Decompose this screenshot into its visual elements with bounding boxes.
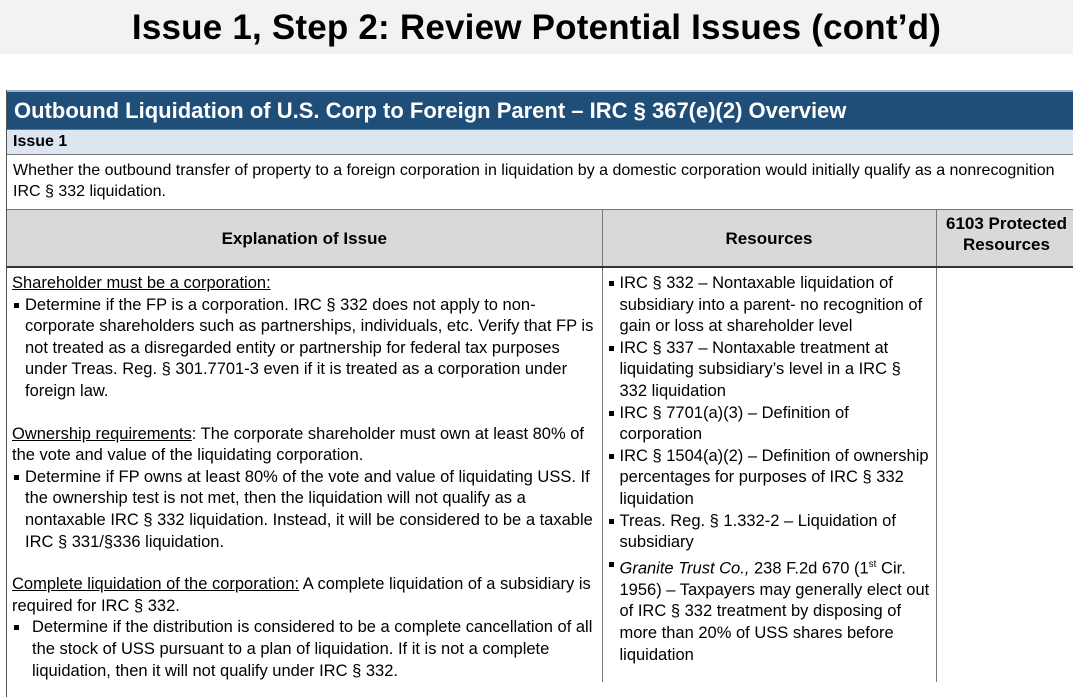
- ownership-paragraph: [12, 424, 598, 467]
- granite-case-name: Granite Trust Co.,: [619, 559, 750, 578]
- issue-label: Issue 1: [7, 129, 1073, 155]
- complete-bullet: Determine if the distribution is considered to be a complete cancellation of all the stock of USS pursuant to a plan of liquidation. If it is not a complete liquidation, then it will not qualify under IRC § 332.: [12, 617, 598, 682]
- banner-title: Outbound Liquidation of U.S. Corp to Foreign Parent – IRC § 367(e)(2) Overview: [7, 90, 1073, 129]
- complete-heading: Complete liquidation of the corporation:: [12, 575, 300, 594]
- ownership-heading: Ownership requirements: [12, 424, 192, 443]
- granite-citation: 238 F.2d 670 (1: [749, 559, 869, 578]
- issue-description: Whether the outbound transfer of property to a foreign corporation in liquidation by a domestic corporation would initially qualify as a nonrecognition IRC § 332 liquidation.: [7, 155, 1073, 210]
- granite-superscript: st: [868, 558, 877, 570]
- header-resources: Resources: [602, 210, 936, 267]
- resource-item: IRC § 332 – Nontaxable liquidation of subsidiary into a parent- no recognition of gain or loss at shareholder level: [608, 273, 932, 338]
- resource-item: IRC § 7701(a)(3) – Definition of corporation: [608, 403, 932, 446]
- ownership-bullet: Determine if FP owns at least 80% of the vote and value of liquidating USS. If the ownership test is not met, then the liquidation will not qualify as a nontaxable IRC § 332 liquidation. Instead, it will be considered to be a taxable IRC § 331/§336 liquidation.: [12, 467, 598, 553]
- ownership-text: : The corporate shareholder must own at least 80% of the vote and value of the liquidating corporation.: [12, 424, 584, 465]
- resources-cell: [602, 267, 936, 682]
- shareholder-bullet: Determine if the FP is a corporation. IRC § 332 does not apply to non-corporate shareholders such as partnerships, individuals, etc. Verify that FP is not treated as a disregarded entity or partnership for federal tax purposes under Treas. Reg. § 301.7701-3 even if it is treated as a corporation under foreign law.: [12, 295, 598, 403]
- header-protected-resources: 6103 Protected Resources: [936, 210, 1073, 267]
- resource-item-granite: [608, 554, 932, 666]
- granite-rest: Cir. 1956) – Taxpayers may generally elect out of IRC § 332 treatment by disposing of more than 20% of USS shares before liquidation: [619, 559, 930, 664]
- resource-item: IRC § 1504(a)(2) – Definition of ownership percentages for purposes of IRC § 332 liquidation: [608, 446, 932, 511]
- issue-table: [7, 210, 1073, 682]
- title-bar: [0, 0, 1073, 54]
- complete-text: A complete liquidation of a subsidiary is required for IRC § 332.: [12, 575, 591, 615]
- page-title: Issue 1, Step 2: Review Potential Issues (cont’d): [131, 8, 942, 47]
- complete-paragraph: [12, 574, 598, 617]
- header-explanation: Explanation of Issue: [7, 210, 602, 267]
- resource-item: IRC § 337 – Nontaxable treatment at liquidating subsidiary’s level in a IRC § 332 liquidation: [608, 338, 932, 403]
- shareholder-heading: Shareholder must be a corporation:: [12, 274, 271, 292]
- resource-item: Treas. Reg. § 1.332-2 – Liquidation of subsidiary: [608, 511, 932, 554]
- explanation-cell: [7, 267, 602, 682]
- protected-resources-cell: [936, 267, 1073, 682]
- document-frame: [6, 90, 1073, 697]
